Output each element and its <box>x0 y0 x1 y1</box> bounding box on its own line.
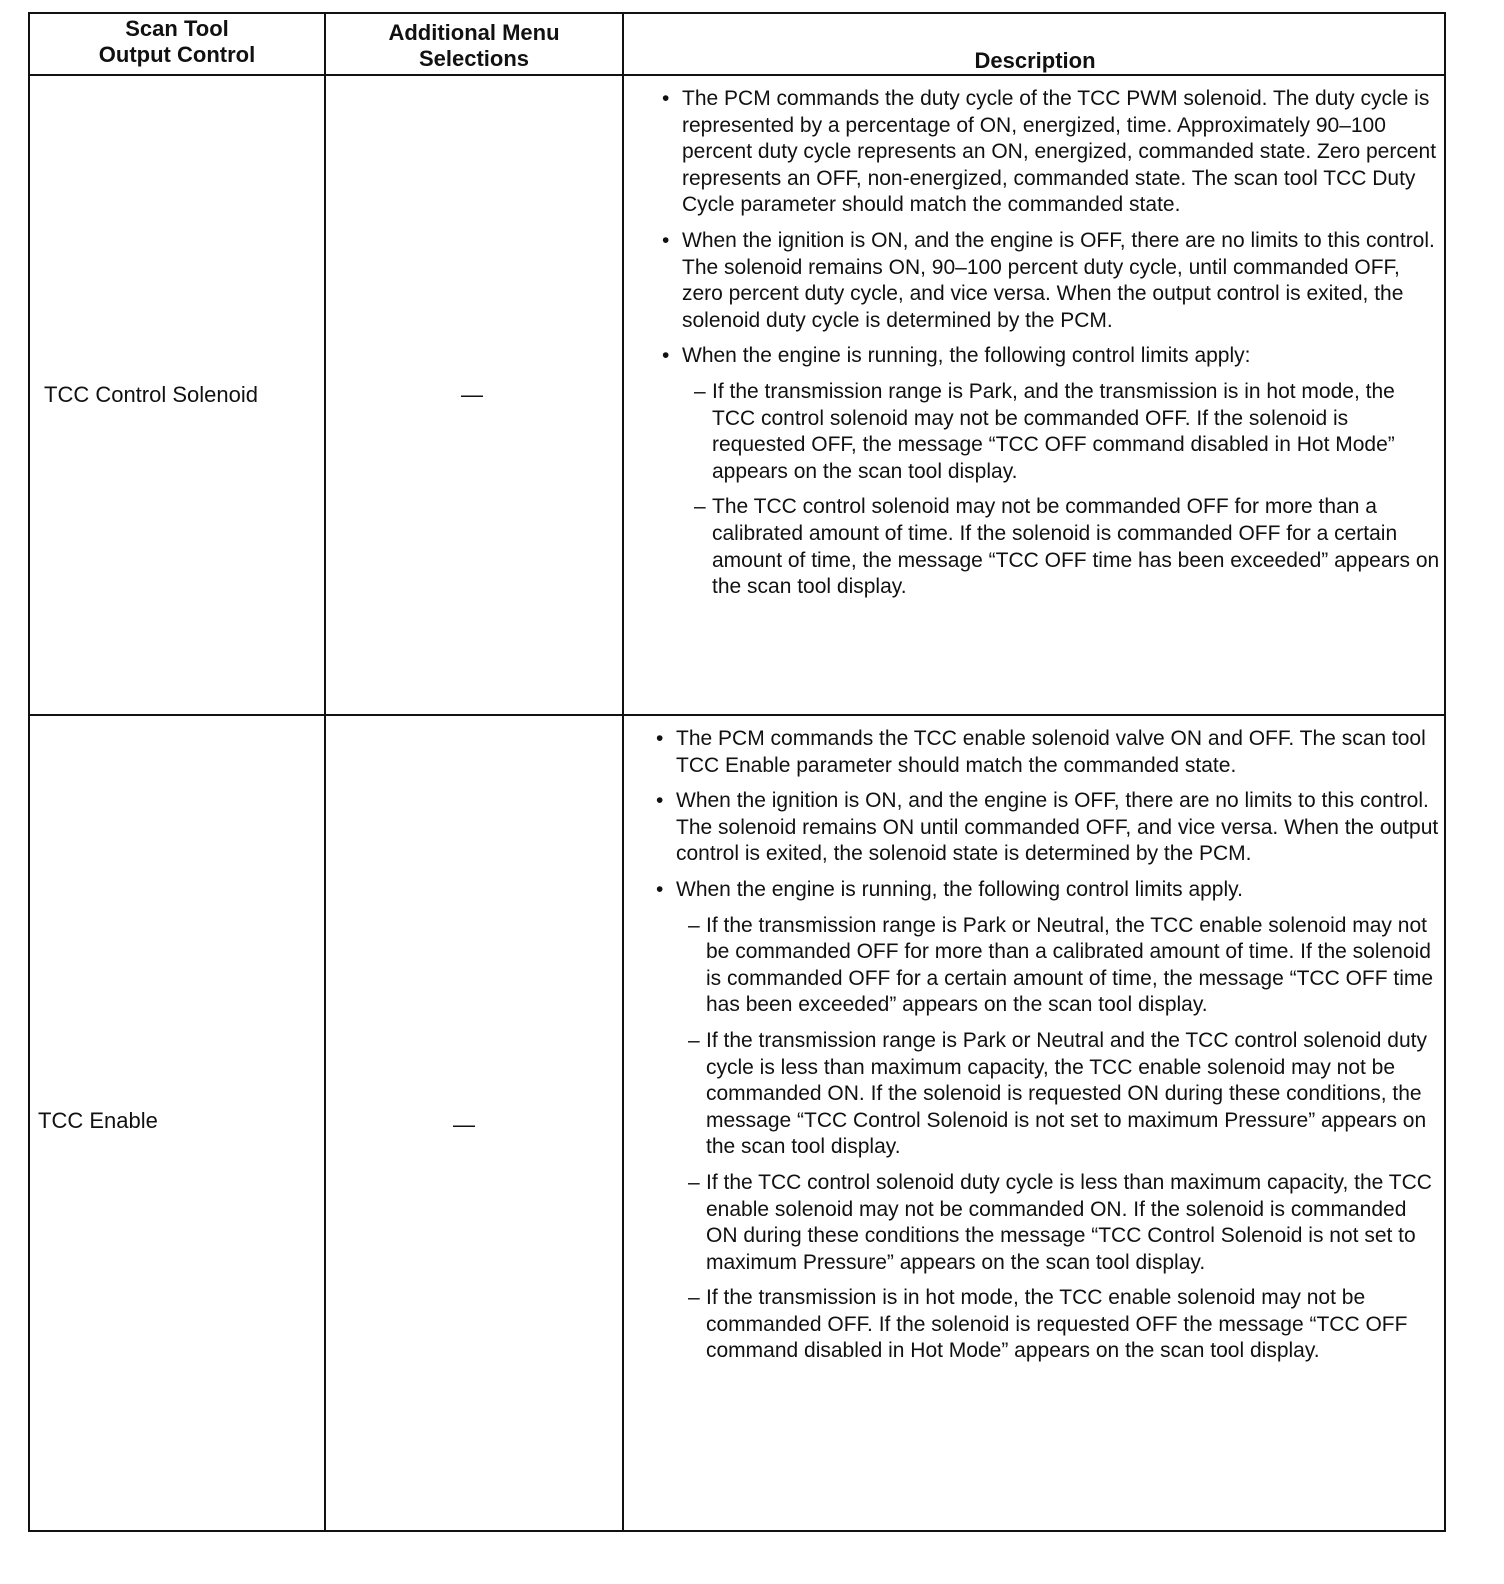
description-sub-item <box>660 379 1440 485</box>
description-sub-item <box>654 1285 1440 1365</box>
row-control-name: TCC Enable <box>38 1108 158 1133</box>
bullet-mark: • <box>662 87 670 110</box>
column-divider-2 <box>622 14 624 1530</box>
sub-item-text: The TCC control solenoid may not be commanded OFF for more than a calibrated amount of time. If the solenoid is commanded OFF for a certain amount of time, the message “TCC OFF time has been exceeded” appears on the scan tool display. <box>712 495 1440 599</box>
bullet-text: When the engine is running, the following control limits apply: <box>682 344 1251 368</box>
scan-tool-output-control-table <box>28 12 1446 1532</box>
description-bullet <box>654 877 1440 904</box>
header-additional-menu-selections <box>326 20 622 72</box>
header-col2-line1: Additional Menu <box>388 20 560 45</box>
bullet-text: The PCM commands the TCC enable solenoid valve ON and OFF. The scan tool TCC Enable parameter should match the commanded state. <box>676 727 1426 777</box>
bullet-mark: • <box>656 727 664 750</box>
row-divider <box>30 714 1444 716</box>
description-sub-item <box>654 1028 1440 1161</box>
header-scan-tool-output-control <box>30 16 324 68</box>
sub-item-text: If the transmission range is Park, and the transmission is in hot mode, the TCC control solenoid may not be commanded OFF. If the solenoid is requested OFF, the message “TCC OFF command disabled in Hot Mode” appears on the scan tool display. <box>712 379 1395 483</box>
header-description <box>624 48 1446 74</box>
header-col2-line2: Selections <box>418 46 530 71</box>
column-divider-1 <box>324 14 326 1530</box>
dash-mark: – <box>688 1286 700 1310</box>
sub-item-text: If the TCC control solenoid duty cycle is less than maximum capacity, the TCC enable solenoid may not be commanded ON. If the solenoid is commanded ON during these conditions the message “TCC Control Solenoid is not set to maximum Pressure” appears on the scan tool display. <box>706 1170 1432 1274</box>
description-bullet <box>654 788 1440 868</box>
header-col1-line2: Output Control <box>98 42 256 67</box>
description-sub-item <box>654 913 1440 1019</box>
bullet-mark: • <box>656 877 664 901</box>
dash-mark: – <box>694 379 706 403</box>
row-control-name: TCC Control Solenoid <box>44 382 258 407</box>
description-bullet <box>660 228 1440 334</box>
sub-item-text: If the transmission range is Park or Neutral, the TCC enable solenoid may not be commanded OFF for more than a calibrated amount of time. If the solenoid is commanded OFF for a certain amount of time, the message “TCC OFF time has been exceeded” appears on the scan tool display. <box>706 913 1434 1017</box>
bullet-text: When the ignition is ON, and the engine is OFF, there are no limits to this control. The solenoid remains ON, 90–100 percent duty cycle, until commanded OFF, zero percent duty cycle, and vice versa. When the output control is exited, the solenoid duty cycle is determined by the PCM. <box>682 228 1435 332</box>
header-col3-label: Description <box>974 48 1096 73</box>
bullet-mark: • <box>662 344 670 368</box>
bullet-mark: • <box>662 228 670 252</box>
dash-mark: – <box>694 495 706 519</box>
description-sub-item <box>660 494 1440 600</box>
row-description <box>654 726 1440 1374</box>
header-divider <box>30 74 1444 76</box>
sub-item-text: If the transmission is in hot mode, the TCC enable solenoid may not be commanded OFF. If the solenoid is requested OFF the message “TCC OFF command disabled in Hot Mode” appears on the scan tool display. <box>706 1286 1408 1363</box>
bullet-mark: • <box>656 789 664 813</box>
bullet-text: When the ignition is ON, and the engine is OFF, there are no limits to this control. The solenoid remains ON until commanded OFF, and vice versa. When the output control is exited, the solenoid state is determined by the PCM. <box>676 789 1439 866</box>
row-description <box>660 86 1440 610</box>
description-bullet <box>660 86 1440 219</box>
row-menu-selection: — <box>461 382 483 407</box>
bullet-text: When the engine is running, the following control limits apply. <box>676 877 1243 901</box>
dash-mark: – <box>688 913 700 937</box>
description-bullet <box>660 343 1440 370</box>
description-bullet <box>654 726 1440 779</box>
sub-item-text: If the transmission range is Park or Neutral and the TCC control solenoid duty cycle is less than maximum capacity, the TCC enable solenoid may not be commanded ON. If the solenoid is requested ON during these conditions, the message “TCC Control Solenoid is not set to maximum Pressure” appears on the scan tool display. <box>706 1028 1427 1159</box>
bullet-text: The PCM commands the duty cycle of the TCC PWM solenoid. The duty cycle is represented by a percentage of ON, energized, time. Approximately 90–100 percent duty cycle represents an ON, energized, commanded state. Zero percent represents an OFF, non-energized, commanded state. The scan tool TCC Duty Cycle parameter should match the commanded state. <box>682 87 1437 217</box>
row-menu-selection: — <box>453 1112 475 1137</box>
header-col1-line1: Scan Tool <box>125 16 229 41</box>
description-sub-item <box>654 1170 1440 1276</box>
dash-mark: – <box>688 1170 700 1194</box>
dash-mark: – <box>688 1028 700 1052</box>
